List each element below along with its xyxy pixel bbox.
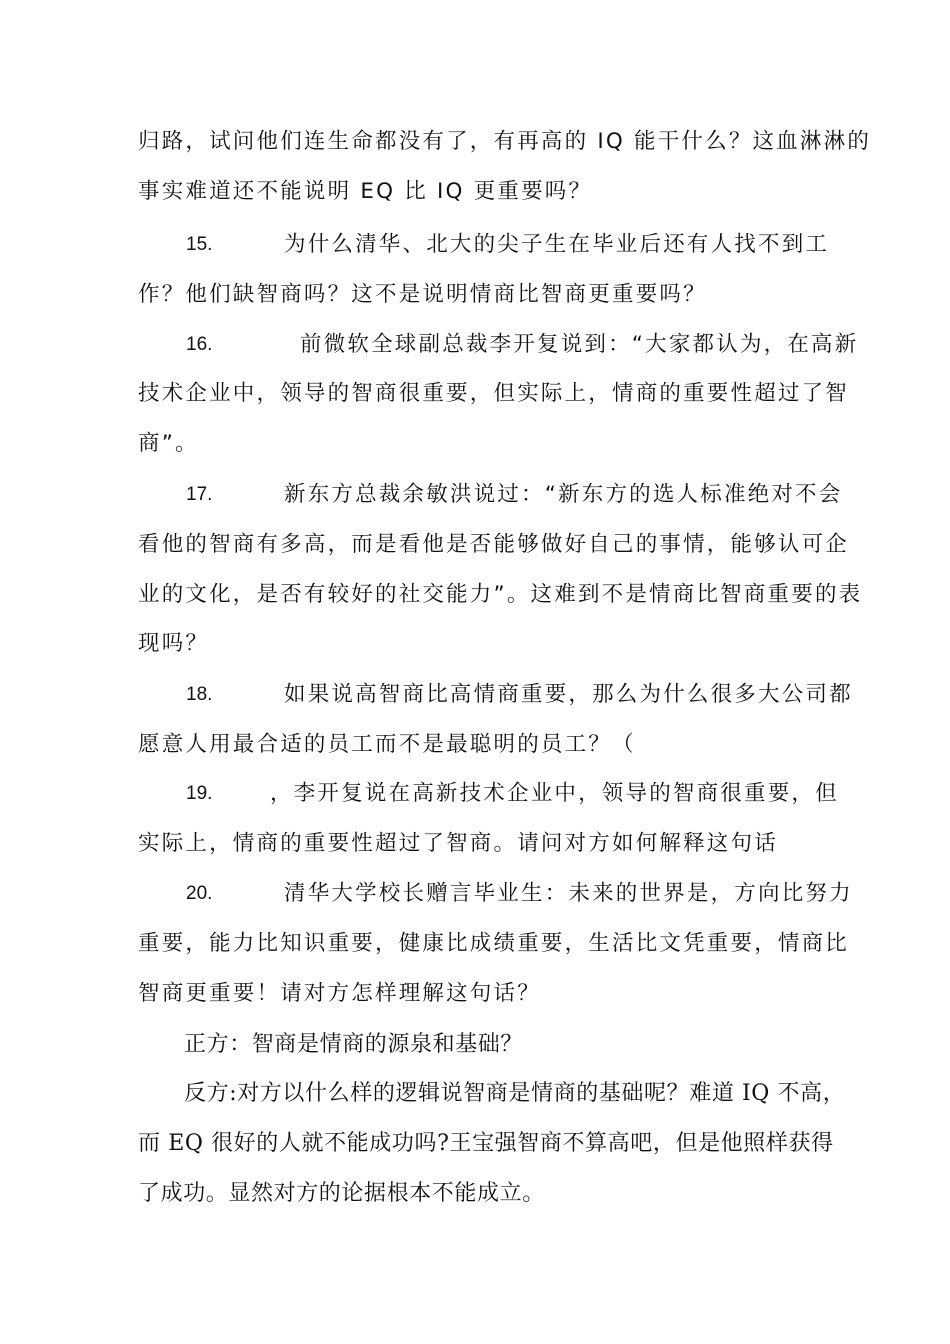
con-side-statement: 了成功。显然对方的论据根本不能成立。 [138, 1181, 545, 1206]
item-15-text: 为什么清华、北大的尖子生在毕业后还有人找不到工 [284, 232, 830, 257]
item-20-text: 智商更重要！请对方怎样理解这句话？ [138, 981, 541, 1006]
pro-side-statement: 正方：智商是情商的源泉和基础？ [184, 1032, 524, 1057]
item-18-text: 愿意人用最合适的员工而不是最聪明的员工？（ [138, 732, 636, 757]
text-line: 归路，试问他们连生命都没有了，有再高的 IQ 能干什么？这血淋淋的 [138, 129, 872, 154]
item-18-text: 如果说高智商比高情商重要，那么为什么很多大公司都 [284, 682, 853, 707]
item-17-text: 业的文化，是否有较好的社交能力”。这难到不是情商比智商重要的表 [138, 582, 863, 607]
item-number-17: 17. [186, 484, 213, 505]
item-16-text: 技术企业中，领导的智商很重要，但实际上，情商的重要性超过了智 [138, 381, 850, 406]
item-number-15: 15. [186, 234, 213, 255]
item-number-18: 18. [186, 684, 213, 705]
con-side-statement: 反方:对方以什么样的逻辑说智商是情商的基础呢？难道 IQ 不高， [184, 1081, 846, 1106]
item-number-20: 20. [186, 883, 213, 904]
item-17-text: 新东方总裁余敏洪说过：“新东方的选人标准绝对不会 [284, 482, 843, 507]
item-16-text: 商”。 [138, 431, 199, 456]
text-line: 事实难道还不能说明 EQ 比 IQ 更重要吗？ [138, 179, 593, 204]
item-20-text: 重要，能力比知识重要，健康比成绩重要，生活比文凭重要，情商比 [138, 931, 850, 956]
con-side-statement: 而 EQ 很好的人就不能成功吗?王宝强智商不算高吧，但是他照样获得 [138, 1131, 834, 1156]
item-16-text: 前微软全球副总裁李开复说到：“大家都认为，在高新 [300, 332, 859, 357]
item-17-text: 现吗？ [138, 631, 210, 656]
item-number-16: 16. [186, 334, 213, 355]
item-19-text: ，李开复说在高新技术企业中，领导的智商很重要，但 [270, 781, 839, 806]
item-17-text: 看他的智商有多高，而是看他是否能够做好自己的事情，能够认可企 [138, 532, 850, 557]
item-19-text: 实际上，情商的重要性超过了智商。请问对方如何解释这句话 [138, 831, 778, 856]
item-20-text: 清华大学校长赠言毕业生：未来的世界是，方向比努力 [284, 881, 853, 906]
item-number-19: 19. [186, 783, 213, 804]
item-15-text: 作？他们缺智商吗？这不是说明情商比智商更重要吗？ [138, 282, 707, 307]
